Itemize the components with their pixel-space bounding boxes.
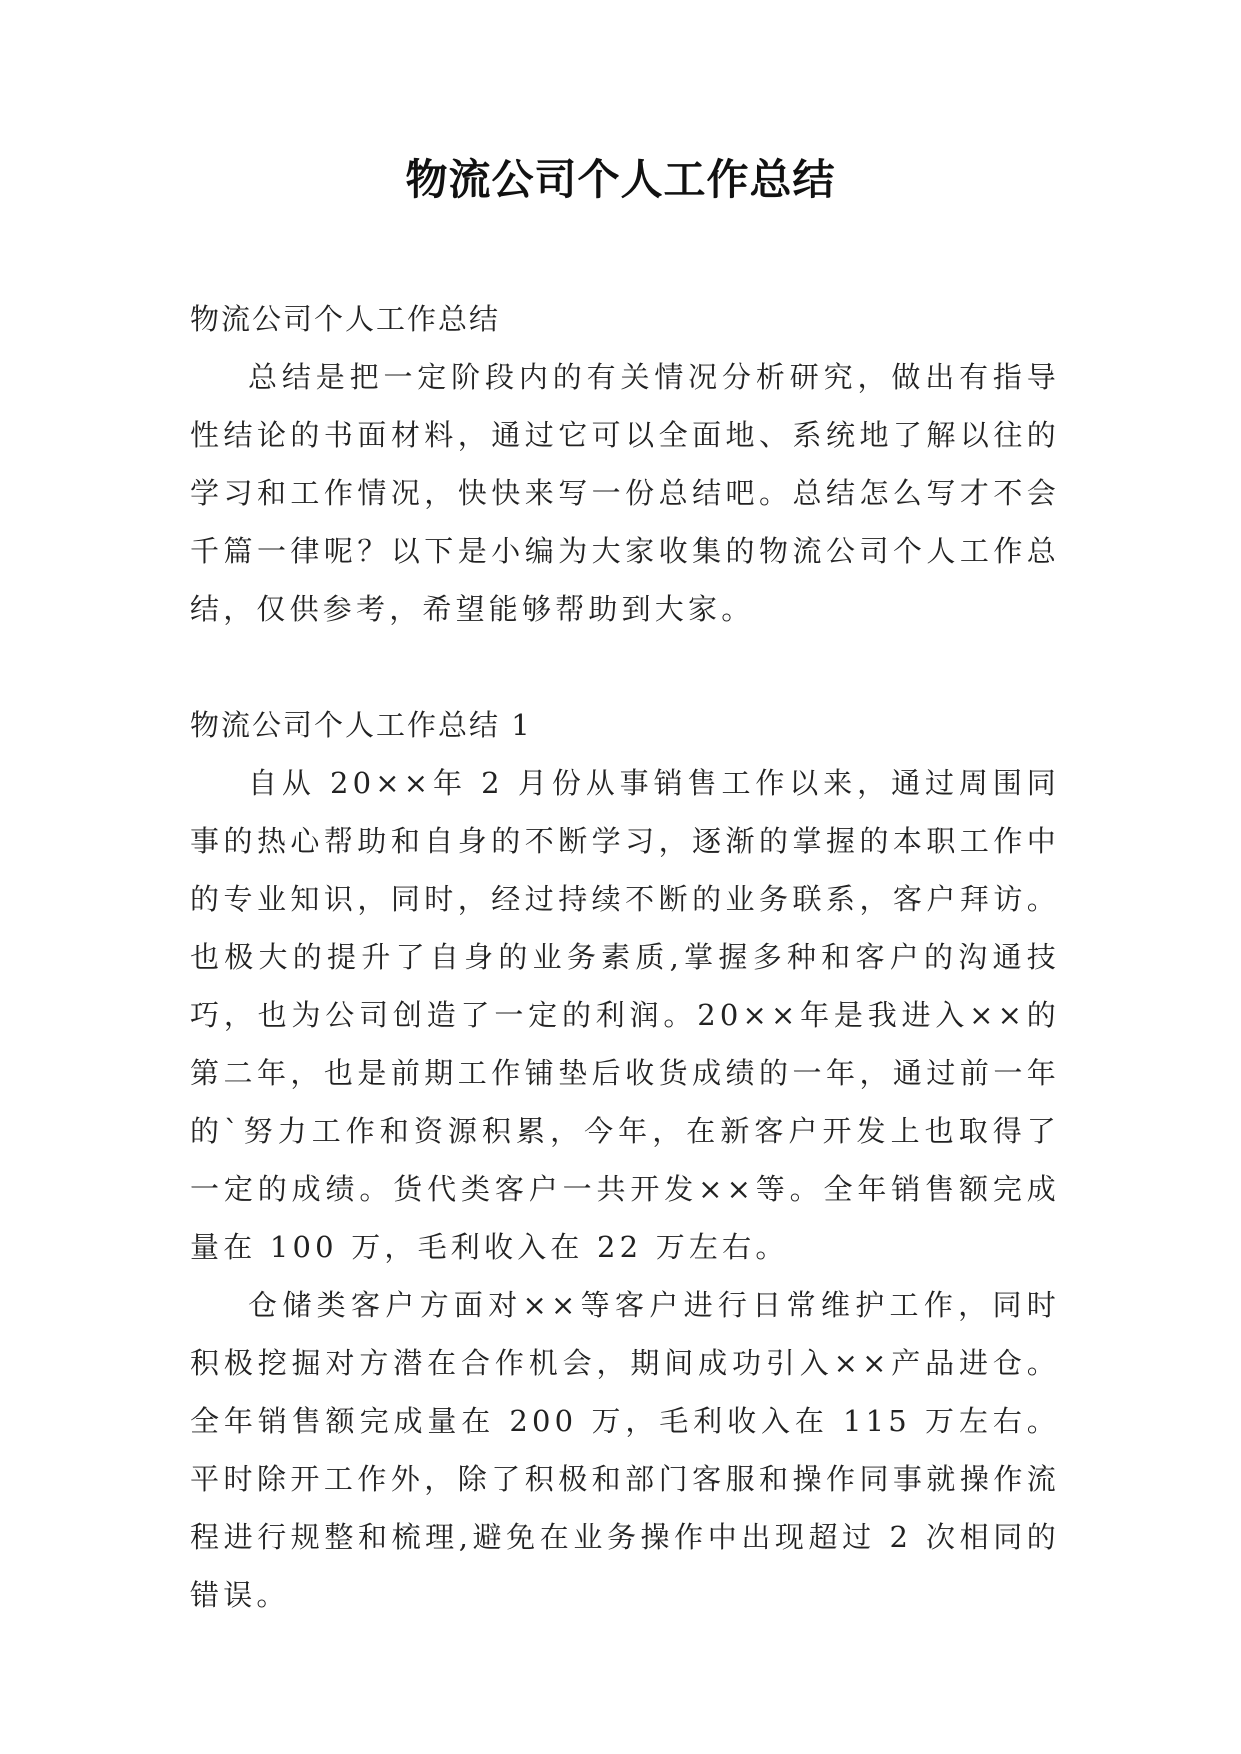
section-1-paragraph-1: 自从 20××年 2 月份从事销售工作以来，通过周围同事的热心帮助和自身的不断学习，逐渐的掌握的本职工作中的专业知识，同时，经过持续不断的业务联系，客户拜访。也极大的提升了自身的业务素质,掌握多种和客户的沟通技巧，也为公司创造了一定的利润。20××年是我进入××的第二年，也是前期工作铺垫后收货成绩的一年，通过前一年的`努力工作和资源积累，今年，在新客户开发上也取得了一定的成绩。货代类客户一共开发××等。全年销售额完成量在 100 万，毛利收入在 22 万左右。 <box>190 766 1060 1264</box>
document-title: 物流公司个人工作总结 <box>405 155 836 204</box>
intro-paragraph: 总结是把一定阶段内的有关情况分析研究，做出有指导性结论的书面材料，通过它可以全面地、系统地了解以往的学习和工作情况，快快来写一份总结吧。总结怎么写才不会千篇一律呢？以下是小编为大家收集的物流公司个人工作总结，仅供参考，希望能够帮助到大家。 <box>190 360 1060 626</box>
intro-heading: 物流公司个人工作总结 <box>190 302 501 336</box>
section-1-paragraph-2: 仓储类客户方面对××等客户进行日常维护工作，同时积极挖掘对方潜在合作机会，期间成功引入××产品进仓。全年销售额完成量在 200 万，毛利收入在 115 万左右。平时除开工作外，除了积极和部门客服和操作同事就操作流程进行规整和梳理,避免在业务操作中出现超过 2 次相同的错误。 <box>190 1288 1060 1612</box>
section-spacer <box>190 638 1060 696</box>
document-body <box>190 290 1060 1624</box>
section-1-heading: 物流公司个人工作总结 1 <box>190 708 532 742</box>
